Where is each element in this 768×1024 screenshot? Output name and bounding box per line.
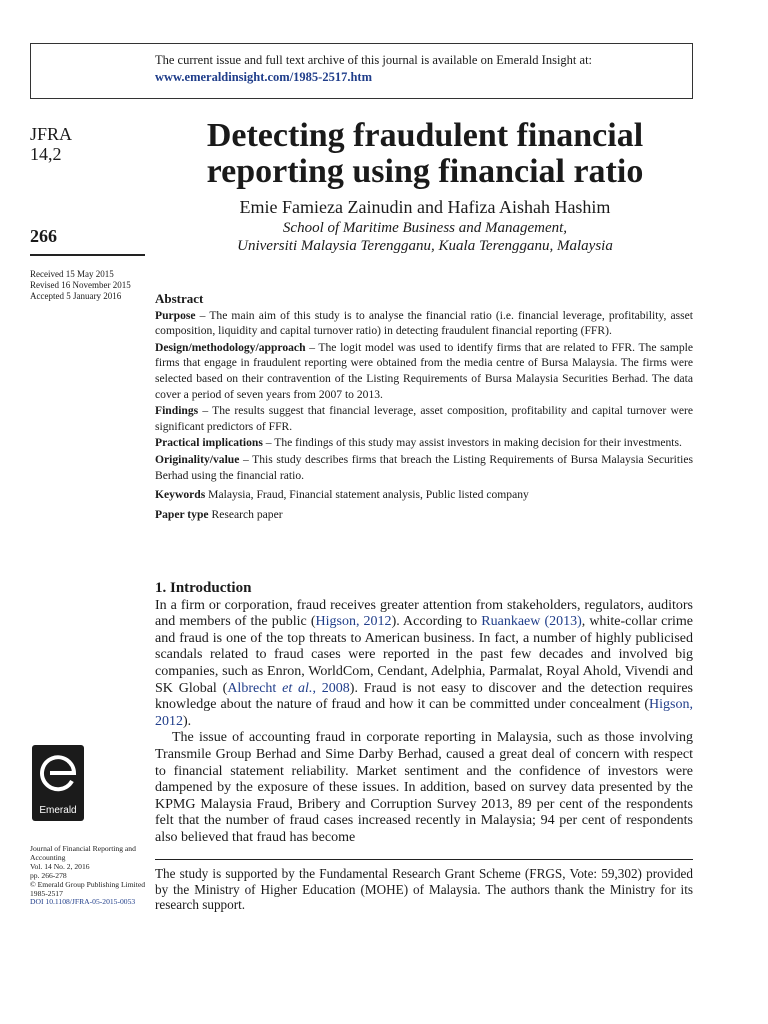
affiliation-line-2: Universiti Malaysia Terengganu, Kuala Terengganu, Malaysia — [237, 238, 613, 254]
emerald-e-icon — [38, 753, 78, 797]
citation-higson-2012[interactable]: Higson, 2012 — [315, 614, 392, 630]
footnote-divider — [155, 859, 693, 860]
logo-label: Emerald — [39, 805, 77, 816]
abstract-originality — [155, 452, 693, 483]
design-text: – The logit model was used to identify firms that are related to FFR. The sample firms that engage in fraudulent reporting were obtained from the media centre of Bursa Malaysia. The firms were selected based on their contravention of the Listing Requirements of Bursa Malaysia Securities Berhad. The data cover a period of seven years from 2007 to 2013. — [155, 340, 693, 401]
abstract — [155, 291, 693, 523]
abstract-papertype — [155, 507, 693, 523]
abstract-findings — [155, 403, 693, 434]
originality-label: Originality/value — [155, 452, 240, 466]
papertype-label: Paper type — [155, 507, 209, 521]
abstract-keywords — [155, 487, 693, 503]
archive-notice: The current issue and full text archive of this journal is available on Emerald Insight at: — [155, 53, 593, 67]
design-label: Design/methodology/approach — [155, 340, 306, 354]
journal-archive-box — [30, 43, 693, 99]
journal-abbrev-text: JFRA — [30, 124, 73, 144]
page-number: 266 — [30, 226, 57, 246]
accepted-date: Accepted 5 January 2016 — [30, 291, 122, 301]
intro-paragraph-2: The issue of accounting fraud in corporate reporting in Malaysia, such as those involving Transmile Group Berhad and Sime Darby Berhad, caused a great deal of concern with respect to financial statement reliability. Market sentiment and the confidence of investors were dampened by the exposure of these issues. In addition, based on survey data presented by the KPMG Malaysia Fraud, Bribery and Corruption Survey 2013, 89 per cent of the respondents felt that the number of fraud cases increased recently in Malaysia; 94 per cent of respondents also believed that fraud has become — [155, 730, 693, 845]
journal-info-doi[interactable]: DOI 10.1108/JFRA-05-2015-0053 — [30, 897, 136, 907]
citation-albrecht-2008[interactable] — [227, 681, 349, 696]
revised-date: Revised 16 November 2015 — [30, 280, 131, 290]
findings-label: Findings — [155, 404, 199, 418]
keywords-label: Keywords — [155, 488, 206, 502]
purpose-label: Purpose — [155, 308, 196, 322]
abstract-practical — [155, 435, 693, 451]
practical-label: Practical implications — [155, 436, 263, 450]
journal-info — [30, 845, 150, 907]
journal-info-issn: 1985-2517 — [30, 888, 63, 898]
citation-albrecht-etal: et al. — [282, 680, 313, 696]
affiliation-line-1: School of Maritime Business and Management, — [282, 220, 568, 236]
journal-info-pages: pp. 266-278 — [30, 870, 67, 880]
intro-p1-text-c: , white-collar crime and fraud is one of the top threats to American business. In fact, a number of highly publicised scandals related to fraud cases were reported in the past few decades and involved big companies, such as Enron, WorldCom, Cendant, Adelphia, Parmalat, Royal Ahold, Vivendi and SK Global ( — [155, 614, 694, 696]
journal-info-volume: Vol. 14 No. 2, 2016 — [30, 861, 90, 871]
article-history — [30, 269, 131, 302]
papertype-text: Research paper — [208, 507, 283, 521]
journal-info-copyright: © Emerald Group Publishing Limited — [30, 879, 146, 889]
intro-paragraph-1 — [155, 598, 693, 731]
abstract-purpose — [155, 308, 693, 339]
emerald-logo — [32, 745, 84, 821]
keywords-text: Malaysia, Fraud, Financial statement analysis, Public listed company — [205, 488, 529, 502]
practical-text: – The findings of this study may assist investors in making decision for their investments. — [262, 436, 682, 450]
originality-text: – This study describes firms that breach the Listing Requirements of Bursa Malaysia Securities Berhad using the financial ratio. — [155, 452, 693, 482]
intro-p1-text-a: In a firm or corporation, fraud receives greater attention from stakeholders, regulators, auditors and members of the public ( — [155, 597, 693, 630]
journal-volume: 14,2 — [30, 144, 62, 164]
citation-albrecht-author: Albrecht — [227, 680, 283, 696]
intro-p1-text-d: ). Fraud is not easy to discover and the detection requires knowledge about the nature of fraud and how it can be committed under concealment ( — [155, 680, 693, 713]
received-date: Received 15 May 2015 — [30, 269, 114, 279]
abstract-design — [155, 340, 693, 402]
title-line-1: Detecting fraudulent financial — [206, 117, 644, 154]
findings-text: – The results suggest that financial leverage, asset composition, profitability and capital turnover were significant predictors of FFR. — [155, 404, 693, 433]
journal-info-name: Journal of Financial Reporting and Accounting — [30, 844, 136, 862]
title-line-2: reporting using financial ratio — [206, 153, 644, 190]
intro-p1-text-e: ). — [183, 713, 192, 729]
journal-url-link[interactable]: www.emeraldinsight.com/1985-2517.htm — [155, 70, 372, 84]
citation-ruankaew-2013[interactable]: Ruankaew (2013) — [481, 614, 582, 630]
authors: Emie Famieza Zainudin and Hafiza Aishah Hashim — [239, 197, 611, 217]
purpose-text: – The main aim of this study is to analyse the financial ratio (i.e. financial leverage, profitability, asset composition, liquidity and capital turnover ratio) in detecting fraudulent financial reporting (FFR). — [155, 308, 693, 338]
introduction-section — [155, 580, 693, 847]
footnote: The study is supported by the Fundamental Research Grant Scheme (FRGS, Vote: 59,302) provided by the Ministry of Higher Education (MOHE) of Malaysia. The authors thank the Ministry for its research support. — [155, 866, 693, 913]
citation-higson-2012-b[interactable]: Higson, 2012 — [155, 697, 693, 729]
citation-albrecht-year: , 2008 — [312, 680, 350, 696]
introduction-heading: 1. Introduction — [155, 580, 252, 596]
article-title — [150, 118, 700, 190]
sidebar-divider — [30, 254, 145, 256]
journal-abbrev — [30, 124, 72, 164]
intro-p1-text-b: ). According to — [391, 614, 482, 630]
abstract-heading: Abstract — [155, 291, 204, 306]
affiliation — [150, 219, 700, 255]
